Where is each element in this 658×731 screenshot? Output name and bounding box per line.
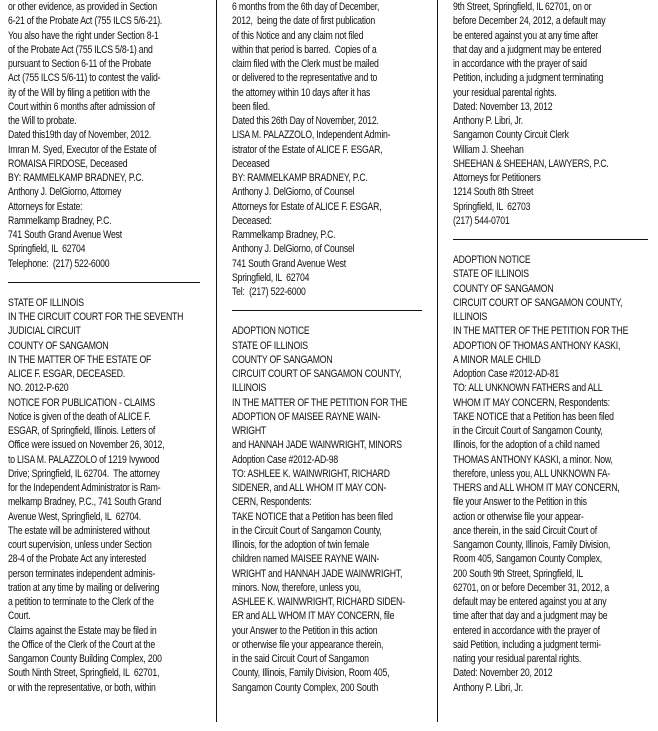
notice-block <box>453 253 648 695</box>
notice-text-line: the Will to probate. <box>8 115 77 127</box>
notice-separator <box>453 239 648 240</box>
notice-text-line: ADOPTION NOTICE <box>232 325 310 338</box>
notice-text-line: 6-21 of the Probate Act (755 ILCS 5/6-21). <box>8 15 163 28</box>
notice-text-line: Claims against the Estate may be filed in <box>8 624 157 637</box>
notice-text-line: Office were issued on November 26, 3012, <box>8 439 165 452</box>
notice-text-line: Deceased: <box>232 214 272 227</box>
notice-text-line: time after that day and a judgment may be <box>453 610 608 623</box>
notice-text-line: Attorneys for Estate: <box>8 200 83 213</box>
notice-text-line: melkamp Bradney, P.C., 741 South Grand <box>8 496 162 509</box>
notice-text-line: STATE OF ILLINOIS <box>232 339 308 352</box>
notice-text-line: COUNTY OF SANGAMON <box>453 282 554 295</box>
notice-text-line: be entered against you at any time after <box>453 29 598 42</box>
notice-text-line: the attorney within 10 days after it has <box>232 86 371 99</box>
notice-text-line: IN THE MATTER OF THE PETITION FOR THE <box>232 396 408 409</box>
notice-text-line: said Petition, including a judgment termi- <box>453 638 601 651</box>
notice-text-line: TO: ALL UNKNOWN FATHERS and ALL <box>453 382 603 395</box>
column-2 <box>232 0 422 731</box>
notice-text-line: Room 405, Sangamon County Complex, <box>453 553 602 566</box>
notice-text-line: person terminates independent adminis- <box>8 567 156 580</box>
notice-text-line: ance therein, in the said Circuit Court of <box>453 524 597 537</box>
notice-text-line: default may be entered against you at any <box>453 596 607 608</box>
notice-text-line: THERS and ALL WHOM IT MAY CONCERN, <box>453 482 620 494</box>
notice-text-line: Dated: November 20, 2012 <box>453 667 553 680</box>
notice-text-line: for the Independent Administrator is Ram- <box>8 482 161 494</box>
notice-block <box>232 324 422 695</box>
column-3 <box>453 0 648 731</box>
notice-text-line: South Ninth Street, Springfield, IL 62701, <box>8 667 160 680</box>
notice-text-line: ALICE F. ESGAR, DECEASED. <box>8 368 126 380</box>
notice-text-line: therefore, unless you, ALL UNKNOWN FA- <box>453 467 611 480</box>
notice-text-line: Dated: November 13, 2012 <box>453 100 553 113</box>
notice-text-line: BY: RAMMELKAMP BRADNEY, P.C. <box>8 172 144 184</box>
notice-text-line: tration at any time by mailing or delivering <box>8 581 160 594</box>
notice-text-line: Dated this19th day of November, 2012. <box>8 129 152 142</box>
notice-text-line: of this Notice and any claim not filed <box>232 29 364 42</box>
notice-text-line: CIRCUIT COURT OF SANGAMON COUNTY, <box>453 296 623 309</box>
notice-text-line: TAKE NOTICE that a Petition has been filed <box>232 510 393 523</box>
notice-text-line: ILLINOIS <box>232 382 267 395</box>
notice-text-line: Adoption Case #2012-AD-81 <box>453 368 559 380</box>
notice-text-line: and HANNAH JADE WAINWRIGHT, MINORS <box>232 439 402 452</box>
notice-text-line: CIRCUIT COURT OF SANGAMON COUNTY, <box>232 368 402 380</box>
notice-text-line: WRIGHT and HANNAH JADE WAINWRIGHT, <box>232 567 403 580</box>
notice-text-line: 2012, being the date of first publication <box>232 15 376 28</box>
notice-text-line: Attorneys for Estate of ALICE F. ESGAR, <box>232 200 382 213</box>
notice-text-line: Imran M. Syed, Executor of the Estate of <box>8 143 157 156</box>
notice-text-line: Springfield, IL 62704 <box>8 243 86 256</box>
notice-text-line: Dated this 26th Day of November, 2012. <box>232 115 379 127</box>
notice-text-line: a petition to terminate to the Clerk of the <box>8 596 154 608</box>
notice-text-line: Anthony J. DelGiorno, of Counsel <box>232 243 355 256</box>
notice-text-line: Tel: (217) 522-6000 <box>232 286 306 298</box>
notice-text-line: STATE OF ILLINOIS <box>453 268 529 281</box>
notice-text-line: been filed. <box>232 100 270 113</box>
notice-text-line: ILLINOIS <box>453 311 488 323</box>
notice-text-line: WRIGHT <box>232 425 267 437</box>
notice-text-line: Anthony P. Libri, Jr. <box>453 115 523 127</box>
notice-text-line: Springfield, IL 62703 <box>453 200 531 213</box>
notice-text-line: JUDICIAL CIRCUIT <box>8 325 81 338</box>
notice-text-line: Adoption Case #2012-AD-98 <box>232 453 338 466</box>
notice-text-line: or otherwise file your appearance therein, <box>232 638 384 651</box>
column-divider <box>216 0 217 722</box>
notice-text-line: Anthony J. DelGiorno, of Counsel <box>232 186 355 199</box>
column-1 <box>8 0 200 731</box>
notice-text-line: 6 months from the 6th day of December, <box>232 1 380 13</box>
notice-text-line: Petition, including a judgment terminating <box>453 72 604 85</box>
notice-text-line: CERN, Respondents: <box>232 496 312 509</box>
notice-text-line: istrator of the Estate of ALICE F. ESGAR, <box>232 143 383 156</box>
notice-text-line: Illinois, for the adoption of twin female <box>232 539 369 551</box>
notice-block <box>8 296 200 695</box>
notice-text-line: Sangamon County Building Complex, 200 <box>8 653 162 665</box>
notice-text-line: of the Probate Act (755 ILCS 5/8-1) and <box>8 43 153 56</box>
notice-text-line: ADOPTION OF THOMAS ANTHONY KASKI, <box>453 339 621 352</box>
notice-text-line: 9th Street, Springfield, IL 62701, on or <box>453 1 592 13</box>
notice-text-line: THOMAS ANTHONY KASKI, a minor. Now, <box>453 453 613 466</box>
notice-text-line: Act (755 ILCS 5/6-11) to contest the valid- <box>8 72 161 85</box>
notice-text-line: A MINOR MALE CHILD <box>453 353 541 366</box>
notice-text-line: ASHLEE K. WAINWRIGHT, RICHARD SIDEN- <box>232 596 405 608</box>
notice-text-line: William J. Sheehan <box>453 143 524 156</box>
notice-text-line: You also have the right under Section 8-1 <box>8 29 159 42</box>
notice-text-line: in the said Circuit Court of Sangamon <box>232 653 369 665</box>
notice-text-line: ADOPTION NOTICE <box>453 254 531 266</box>
notice-text-line: 741 South Grand Avenue West <box>232 257 346 270</box>
notice-text-line: in accordance with the prayer of said <box>453 58 587 70</box>
notice-text-line: Rammelkamp Bradney, P.C. <box>232 229 336 241</box>
notice-text-line: SIDENER, and ALL WHOM IT MAY CON- <box>232 482 387 494</box>
notice-text-line: Telephone: (217) 522-6000 <box>8 257 110 270</box>
notice-text-line: or delivered to the representative and to <box>232 72 378 85</box>
notice-text-line: ROMAISA FIRDOSE, Deceased <box>8 157 128 170</box>
notice-text-line: your residual parental rights. <box>453 86 557 99</box>
notice-text-line: ESGAR, of Springfield, Illinois. Letters of <box>8 425 156 437</box>
notice-text-line: pursuant to Section 6-11 of the Probate <box>8 58 152 70</box>
notice-text-line: 200 South 9th Street, Springfield, IL <box>453 567 584 580</box>
notice-text-line: Court. <box>8 610 31 623</box>
notice-text-line: the Office of the Clerk of the Court at the <box>8 638 155 651</box>
notice-text-line: ER and ALL WHOM IT MAY CONCERN, file <box>232 610 395 623</box>
notice-text-line: that day and a judgment may be entered <box>453 43 602 56</box>
notice-text-line: SHEEHAN & SHEEHAN, LAWYERS, P.C. <box>453 157 609 170</box>
notice-text-line: minors. Now, therefore, unless you, <box>232 581 361 594</box>
column-divider <box>437 0 438 722</box>
notice-text-line: Springfield, IL 62704 <box>232 271 310 284</box>
notice-text-line: in the Circuit Court of Sangamon County, <box>453 425 603 437</box>
notice-text-line: Anthony J. DelGiorno, Attorney <box>8 186 122 199</box>
notice-text-line: ity of the Will by filing a petition with the <box>8 86 150 99</box>
notice-text-line: Deceased <box>232 157 270 170</box>
notice-text-line: IN THE MATTER OF THE PETITION FOR THE <box>453 325 629 338</box>
notice-text-line: Drive; Springfield, IL 62704. The attorney <box>8 467 160 480</box>
notice-text-line: Avenue West, Springfield, IL 62704. <box>8 510 141 523</box>
notice-text-line: WHOM IT MAY CONCERN, Respondents: <box>453 396 610 409</box>
notice-text-line: IN THE CIRCUIT COURT FOR THE SEVENTH <box>8 311 184 323</box>
notice-text-line: County, Illinois, Family Division, Room 405, <box>232 667 390 680</box>
notice-text-line: 741 South Grand Avenue West <box>8 229 122 241</box>
notice-separator <box>8 282 200 283</box>
notice-text-line: claim filed with the Clerk must be mailed <box>232 58 379 70</box>
notice-text-line: COUNTY OF SANGAMON <box>8 339 109 352</box>
notice-block <box>232 0 422 299</box>
notice-text-line: Sangamon County Circuit Clerk <box>453 129 569 142</box>
notice-block <box>453 0 648 228</box>
notice-text-line: or with the representative, or both, within <box>8 681 156 694</box>
notice-text-line: TAKE NOTICE that a Petition has been filed <box>453 410 614 423</box>
notice-text-line: nating your residual parental rights. <box>453 653 582 665</box>
notice-text-line: to LISA M. PALAZZOLO of 1219 Ivywood <box>8 453 160 466</box>
notice-text-line: 1214 South 8th Street <box>453 186 534 199</box>
notice-text-line: Sangamon County Complex, 200 South <box>232 681 379 694</box>
notice-text-line: ADOPTION OF MAISEE RAYNE WAIN- <box>232 410 381 423</box>
notice-text-line: Attorneys for Petitioners <box>453 172 541 184</box>
notice-text-line: TO: ASHLEE K. WAINWRIGHT, RICHARD <box>232 467 390 480</box>
notice-text-line: Anthony P. Libri, Jr. <box>453 681 523 694</box>
notice-text-line: or other evidence, as provided in Section <box>8 1 158 13</box>
notice-text-line: LISA M. PALAZZOLO, Independent Admin- <box>232 129 391 142</box>
notice-text-line: 28-4 of the Probate Act any interested <box>8 553 147 566</box>
notice-block <box>8 0 200 271</box>
notice-text-line: STATE OF ILLINOIS <box>8 296 84 309</box>
notice-text-line: in the Circuit Court of Sangamon County, <box>232 524 382 537</box>
notice-text-line: COUNTY OF SANGAMON <box>232 353 333 366</box>
notice-text-line: your Answer to the Petition in this action <box>232 624 378 637</box>
notice-text-line: children named MAISEE RAYNE WAIN- <box>232 553 380 566</box>
notice-text-line: IN THE MATTER OF THE ESTATE OF <box>8 353 152 366</box>
notice-text-line: Rammelkamp Bradney, P.C. <box>8 214 112 227</box>
notice-text-line: within that period is barred. Copies of a <box>232 43 377 56</box>
notice-text-line: action or otherwise file your appear- <box>453 510 584 523</box>
notice-text-line: file your Answer to the Petition in this <box>453 496 587 509</box>
notice-text-line: NO. 2012-P-620 <box>8 382 69 395</box>
notice-separator <box>232 310 422 311</box>
notice-text-line: before December 24, 2012, a default may <box>453 15 606 28</box>
notice-text-line: The estate will be administered without <box>8 524 150 537</box>
notice-text-line: 62701, on or before December 31, 2012, a <box>453 581 610 594</box>
notice-text-line: court supervision, unless under Section <box>8 539 152 551</box>
notice-text-line: (217) 544-0701 <box>453 214 510 227</box>
notice-text-line: Court within 6 months after admission of <box>8 100 155 113</box>
notice-text-line: entered in accordance with the prayer of <box>453 624 600 637</box>
notice-text-line: BY: RAMMELKAMP BRADNEY, P.C. <box>232 172 368 184</box>
notice-text-line: Sangamon County, Illinois, Family Division, <box>453 539 611 551</box>
notice-text-line: NOTICE FOR PUBLICATION - CLAIMS <box>8 396 155 409</box>
notice-text-line: Notice is given of the death of ALICE F. <box>8 410 151 423</box>
notice-text-line: Illinois, for the adoption of a child named <box>453 439 600 452</box>
